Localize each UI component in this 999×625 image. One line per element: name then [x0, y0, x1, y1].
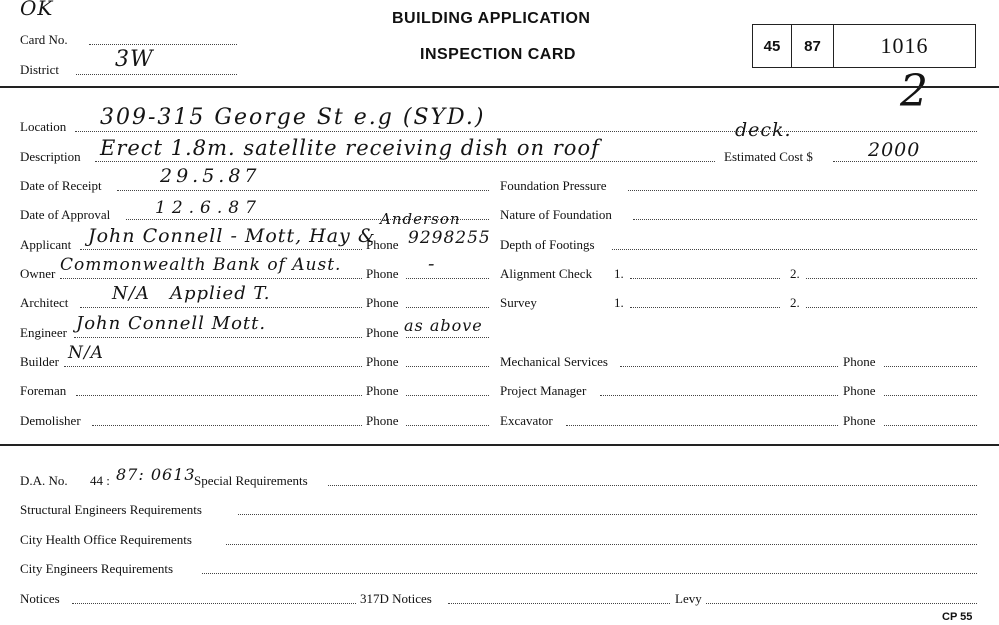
nature-of-foundation-label: Nature of Foundation [500, 207, 612, 222]
alignment-check-line-1 [630, 278, 780, 279]
foundation-pressure-label: Foundation Pressure [500, 178, 607, 193]
structural-engineers-line [238, 514, 977, 515]
city-engineers-label: City Engineers Requirements [20, 561, 174, 576]
district-value: 3W [115, 47, 154, 72]
card-box-45: 45 [752, 24, 792, 68]
estimated-cost-line [833, 161, 977, 162]
card-no-line [89, 44, 237, 45]
excavator-line [566, 425, 838, 426]
owner-phone-line [406, 278, 489, 279]
applicant-value: John Connell - Mott, Hay & [88, 225, 376, 247]
builder-value: N/A [68, 343, 104, 363]
project-manager-phone-label: Phone [843, 383, 876, 398]
estimated-cost-value: 2000 [868, 139, 921, 161]
survey-option-2: 2. [790, 295, 800, 310]
card-no-label: Card No. [20, 32, 68, 47]
mechanical-services-label: Mechanical Services [500, 354, 608, 369]
demolisher-phone-label: Phone [366, 413, 399, 428]
owner-phone-label: Phone [366, 266, 399, 281]
builder-phone-line [406, 366, 489, 367]
levy-line [706, 603, 977, 604]
applicant-label: Applicant [20, 237, 72, 252]
special-requirements-label: Special Requirements [194, 473, 308, 488]
structural-engineers-label: Structural Engineers Requirements [20, 502, 202, 517]
notices-317d-line [448, 603, 670, 604]
project-manager-phone-line [884, 395, 977, 396]
location-label: Location [20, 119, 67, 134]
city-health-label: City Health Office Requirements [20, 532, 192, 547]
city-engineers-line [202, 573, 977, 574]
architect-line [80, 307, 362, 308]
survey-line-2 [806, 307, 977, 308]
demolisher-line [92, 425, 362, 426]
nature-of-foundation-line [633, 219, 977, 220]
details-divider [0, 444, 999, 446]
foundation-pressure-line [628, 190, 977, 191]
description-label: Description [20, 149, 81, 164]
architect-value: N/A Applied T. [112, 283, 271, 304]
survey-label: Survey [500, 295, 537, 310]
alignment-check-option-1: 1. [614, 266, 624, 281]
excavator-phone-line [884, 425, 977, 426]
depth-of-footings-label: Depth of Footings [500, 237, 595, 252]
project-manager-label: Project Manager [500, 383, 587, 398]
mechanical-services-line [620, 366, 838, 367]
architect-phone-label: Phone [366, 295, 399, 310]
engineer-value: John Connell Mott. [76, 313, 267, 334]
foreman-line [76, 395, 362, 396]
builder-label: Builder [20, 354, 59, 369]
owner-line [60, 278, 362, 279]
foreman-label: Foreman [20, 383, 67, 398]
estimated-cost-label: Estimated Cost $ [724, 149, 813, 164]
da-no-value: 87: 0613 [116, 465, 196, 484]
description-value: Erect 1.8m. satellite receiving dish on roof [100, 136, 600, 160]
mechanical-phone-label: Phone [843, 354, 876, 369]
date-of-receipt-label: Date of Receipt [20, 178, 102, 193]
engineer-phone-line [406, 337, 489, 338]
description-extra: deck. [735, 119, 792, 141]
date-of-approval-label: Date of Approval [20, 207, 111, 222]
depth-of-footings-line [612, 249, 977, 250]
applicant-phone-value: 9298255 [408, 228, 491, 248]
levy-label: Levy [675, 591, 702, 606]
architect-phone-line [406, 307, 489, 308]
demolisher-label: Demolisher [20, 413, 81, 428]
district-label: District [20, 62, 59, 77]
owner-label: Owner [20, 266, 56, 281]
ok-mark: OK [20, 0, 54, 20]
location-value: 309-315 George St e.g (SYD.) [100, 105, 486, 130]
applicant-extra: Anderson [380, 210, 461, 228]
date-of-receipt-value: 29.5.87 [160, 165, 261, 187]
engineer-line [74, 337, 362, 338]
owner-phone-value: - [428, 253, 436, 275]
date-of-approval-value: 12.6.87 [155, 198, 262, 218]
form-code: CP 55 [942, 611, 973, 623]
description-line [95, 161, 715, 162]
date-of-receipt-line [117, 190, 489, 191]
mechanical-phone-line [884, 366, 977, 367]
builder-line [64, 366, 362, 367]
alignment-check-option-2: 2. [790, 266, 800, 281]
builder-phone-label: Phone [366, 354, 399, 369]
engineer-phone-value: as above [404, 316, 483, 335]
title-line-1: BUILDING APPLICATION [392, 10, 591, 27]
special-requirements-line [328, 485, 977, 486]
district-line [76, 74, 237, 75]
project-manager-line [600, 395, 838, 396]
header-divider [0, 86, 999, 88]
city-health-line [226, 544, 977, 545]
applicant-phone-label: Phone [366, 237, 399, 252]
card-box-number: 1016 [833, 24, 976, 68]
applicant-line [80, 249, 362, 250]
card-box-87: 87 [791, 24, 834, 68]
excavator-phone-label: Phone [843, 413, 876, 428]
notices-317d-label: 317D Notices [360, 591, 432, 606]
alignment-check-label: Alignment Check [500, 266, 593, 281]
da-no-label: D.A. No. [20, 473, 68, 488]
architect-label: Architect [20, 295, 69, 310]
foreman-phone-line [406, 395, 489, 396]
foreman-phone-label: Phone [366, 383, 399, 398]
location-line [75, 131, 977, 132]
notices-label: Notices [20, 591, 60, 606]
owner-value: Commonwealth Bank of Aust. [60, 255, 342, 275]
engineer-phone-label: Phone [366, 325, 399, 340]
da-no-prefix: 44 : [90, 473, 110, 488]
alignment-check-line-2 [806, 278, 977, 279]
handwritten-number: 2 [900, 66, 929, 117]
excavator-label: Excavator [500, 413, 553, 428]
title-line-2: INSPECTION CARD [420, 46, 576, 63]
notices-line [72, 603, 356, 604]
survey-option-1: 1. [614, 295, 624, 310]
survey-line-1 [630, 307, 780, 308]
engineer-label: Engineer [20, 325, 67, 340]
demolisher-phone-line [406, 425, 489, 426]
